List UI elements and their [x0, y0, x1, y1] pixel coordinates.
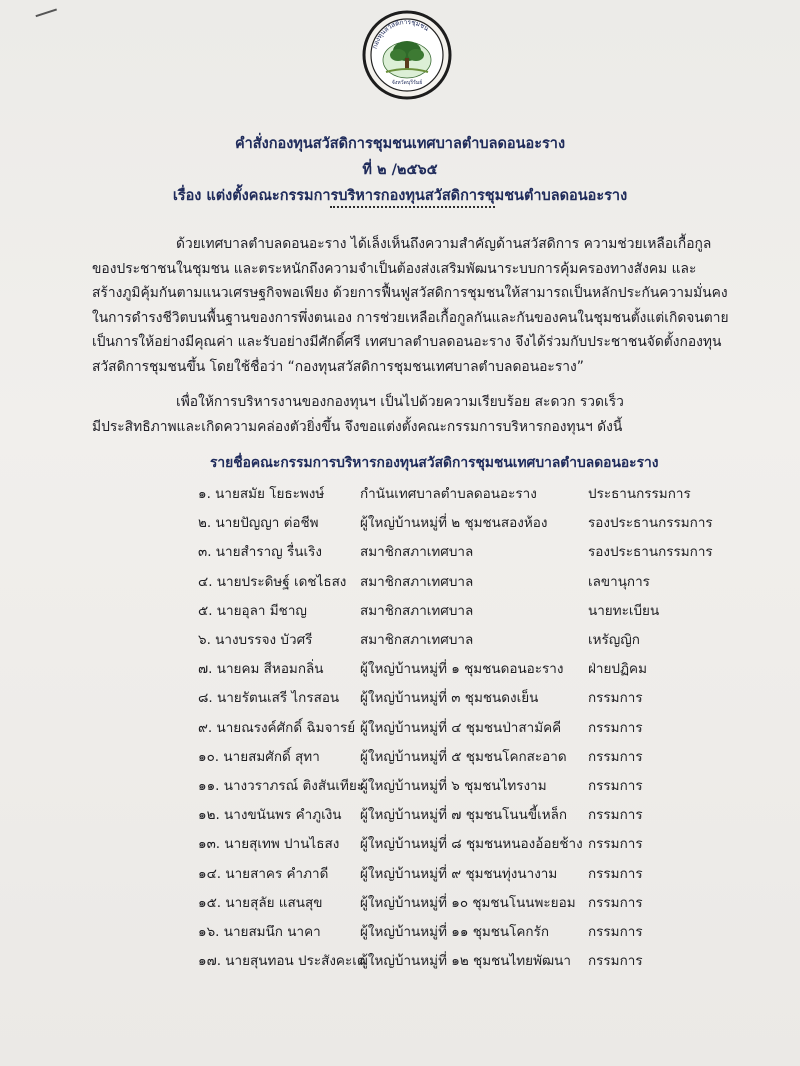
committee-member-row [0, 599, 800, 625]
member-position: ผู้ใหญ่บ้านหมู่ที่ ๘ ชุมชนหนองอ้อยช้าง [360, 836, 583, 853]
order-subject: เรื่อง แต่งตั้งคณะกรรมการบริหารกองทุนสวัสดิการชุมชนตำบลดอนอะราง [172, 188, 628, 204]
member-role: กรรมการ [588, 719, 643, 736]
corner-mark [33, 1, 57, 17]
member-role: กรรมการ [588, 865, 643, 882]
member-position: สมาชิกสภาเทศบาล [360, 544, 474, 561]
member-name: ๒. นายปัญญา ต่อชีพ [198, 515, 319, 532]
paragraph-line: ด้วยเทศบาลตำบลดอนอะราง ได้เล็งเห็นถึงความสำคัญด้านสวัสดิการ ความช่วยเหลือเกื้อกูล [176, 236, 712, 252]
member-position: สมาชิกสภาเทศบาล [360, 632, 474, 648]
member-position: ผู้ใหญ่บ้านหมู่ที่ ๒ ชุมชนสองห้อง [360, 515, 548, 532]
member-name: ๘. นายรัตนเสรี ไกรสอน [198, 690, 340, 707]
committee-member-row [0, 891, 800, 917]
member-role: กรรมการ [588, 836, 643, 853]
committee-member-row [0, 920, 800, 946]
order-number: ที่ ๒ /๒๕๖๕ [362, 162, 438, 178]
member-role: นายทะเบียน [588, 602, 660, 619]
member-name: ๑๕. นายสุลัย แสนสุข [198, 894, 323, 911]
member-position: ผู้ใหญ่บ้านหมู่ที่ ๑ ชุมชนดอนอะราง [360, 661, 564, 678]
member-name: ๗. นายคม สีหอมกลิ่น [198, 661, 324, 678]
member-position: ผู้ใหญ่บ้านหมู่ที่ ๗ ชุมชนโนนขี้เหล็ก [360, 807, 568, 824]
member-name: ๑. นายสมัย โยธะพงษ์ [198, 486, 325, 502]
member-position: ผู้ใหญ่บ้านหมู่ที่ ๑๐ ชุมชนโนนพะยอม [360, 894, 576, 911]
member-position: กำนันเทศบาลตำบลดอนอะราง [360, 486, 537, 502]
municipal-seal-logo [362, 10, 452, 100]
committee-member-row [0, 803, 800, 829]
member-role: กรรมการ [588, 924, 643, 940]
member-position: สมาชิกสภาเทศบาล [360, 573, 474, 590]
member-name: ๑๓. นายสุเทพ ปานไธสง [198, 836, 340, 853]
member-name: ๑๑. นางวราภรณ์ ติงสันเทียะ [198, 778, 365, 794]
paragraph-line: ในการดำรงชีวิตบนพื้นฐานของการพึ่งตนเอง การช่วยเหลือเกื้อกูลกันและกันของคนในชุมชนตั้งแต่เกิดจนตาย [92, 309, 729, 326]
paragraph-line: มีประสิทธิภาพและเกิดความคล่องตัวยิ่งขึ้น จึงขอแต่งตั้งคณะกรรมการบริหารกองทุนฯ ดังนี้ [92, 418, 623, 435]
order-title: คำสั่งกองทุนสวัสดิการชุมชนเทศบาลตำบลดอนอะราง [234, 136, 566, 152]
committee-member-row [0, 716, 800, 742]
member-name: ๔. นายประดิษฐ์ เดชไธสง [198, 573, 347, 590]
committee-member-row [0, 862, 800, 888]
member-role: รองประธานกรรมการ [588, 515, 713, 532]
member-position: ผู้ใหญ่บ้านหมู่ที่ ๓ ชุมชนดงเย็น [360, 690, 539, 707]
member-role: ประธานกรรมการ [588, 486, 691, 502]
member-role: เหรัญญิก [588, 632, 640, 648]
member-role: กรรมการ [588, 894, 643, 911]
member-role: กรรมการ [588, 748, 643, 765]
member-position: ผู้ใหญ่บ้านหมู่ที่ ๔ ชุมชนป่าสามัคคี [360, 719, 562, 736]
member-role: กรรมการ [588, 778, 643, 794]
paragraph-line: เป็นการให้อย่างมีคุณค่า และรับอย่างมีศักดิ์ศรี เทศบาลตำบลดอนอะราง จึงได้ร่วมกับประชาชนจัดตั้งกองทุน [92, 334, 722, 350]
committee-member-row [0, 832, 800, 858]
member-name: ๓. นายสำราญ รื่นเริง [198, 544, 322, 561]
member-name: ๑๔. นายสาคร คำภาดี [198, 865, 329, 882]
paragraph-line: สร้างภูมิคุ้มกันตามแนวเศรษฐกิจพอเพียง ด้วยการฟื้นฟูสวัสดิการชุมชนให้สามารถเป็นหลักประกันความมั่นคง [92, 285, 728, 301]
paragraph-line: ของประชาชนในชุมชน และตระหนักถึงความจำเป็นต้องส่งเสริมพัฒนาระบบการคุ้มครองทางสังคม และ [92, 260, 697, 277]
committee-member-row [0, 570, 800, 596]
committee-member-row [0, 628, 800, 654]
committee-member-row [0, 482, 800, 508]
committee-member-row [0, 774, 800, 800]
member-position: ผู้ใหญ่บ้านหมู่ที่ ๑๑ ชุมชนโคกรัก [360, 924, 550, 940]
purpose-paragraph [92, 390, 732, 439]
member-role: ฝ่ายปฏิคม [588, 661, 647, 678]
member-name: ๖. นางบรรจง บัวศรี [198, 632, 313, 648]
member-position: ผู้ใหญ่บ้านหมู่ที่ ๖ ชุมชนไทรงาม [360, 778, 547, 794]
paragraph-line: สวัสดิการชุมชนขึ้น โดยใช้ชื่อว่า “กองทุนสวัสดิการชุมชนเทศบาลตำบลดอนอะราง” [92, 358, 584, 375]
member-role: เลขานุการ [588, 573, 650, 590]
member-name: ๑๖. นายสมนึก นาคา [198, 924, 321, 940]
member-position: สมาชิกสภาเทศบาล [360, 602, 474, 619]
svg-text:จังหวัดบุรีรัมย์: จังหวัดบุรีรัมย์ [391, 80, 423, 86]
committee-member-row [0, 540, 800, 566]
member-name: ๑๗. นายสุนทอน ประสังคะเต [198, 953, 366, 970]
member-role: กรรมการ [588, 690, 643, 707]
member-role: กรรมการ [588, 953, 643, 970]
committee-member-row [0, 686, 800, 712]
member-name: ๙. นายณรงค์ศักดิ์ ฉิมจารย์ [198, 719, 356, 736]
committee-member-row [0, 949, 800, 975]
member-position: ผู้ใหญ่บ้านหมู่ที่ ๙ ชุมชนทุ่งนางาม [360, 865, 558, 882]
intro-paragraph [92, 232, 732, 379]
member-position: ผู้ใหญ่บ้านหมู่ที่ ๕ ชุมชนโคกสะอาด [360, 748, 567, 765]
committee-list-title: รายชื่อคณะกรรมการบริหารกองทุนสวัสดิการชุมชนเทศบาลตำบลดอนอะราง [210, 455, 659, 471]
member-name: ๑๒. นางขนันพร คำภูเงิน [198, 807, 342, 824]
member-role: รองประธานกรรมการ [588, 544, 713, 561]
member-name: ๕. นายอุลา มีชาญ [198, 602, 307, 619]
committee-member-row [0, 657, 800, 683]
member-name: ๑๐. นายสมศักดิ์ สุทา [198, 748, 320, 765]
dotted-divider [330, 206, 495, 208]
svg-text:กองทุนสวัสดิการชุมชน: กองทุนสวัสดิการชุมชน [370, 17, 431, 50]
committee-member-row [0, 511, 800, 537]
committee-member-row [0, 745, 800, 771]
member-role: กรรมการ [588, 807, 643, 824]
member-position: ผู้ใหญ่บ้านหมู่ที่ ๑๒ ชุมชนไทยพัฒนา [360, 953, 571, 970]
paragraph-line: เพื่อให้การบริหารงานของกองทุนฯ เป็นไปด้วยความเรียบร้อย สะดวก รวดเร็ว [176, 394, 624, 410]
